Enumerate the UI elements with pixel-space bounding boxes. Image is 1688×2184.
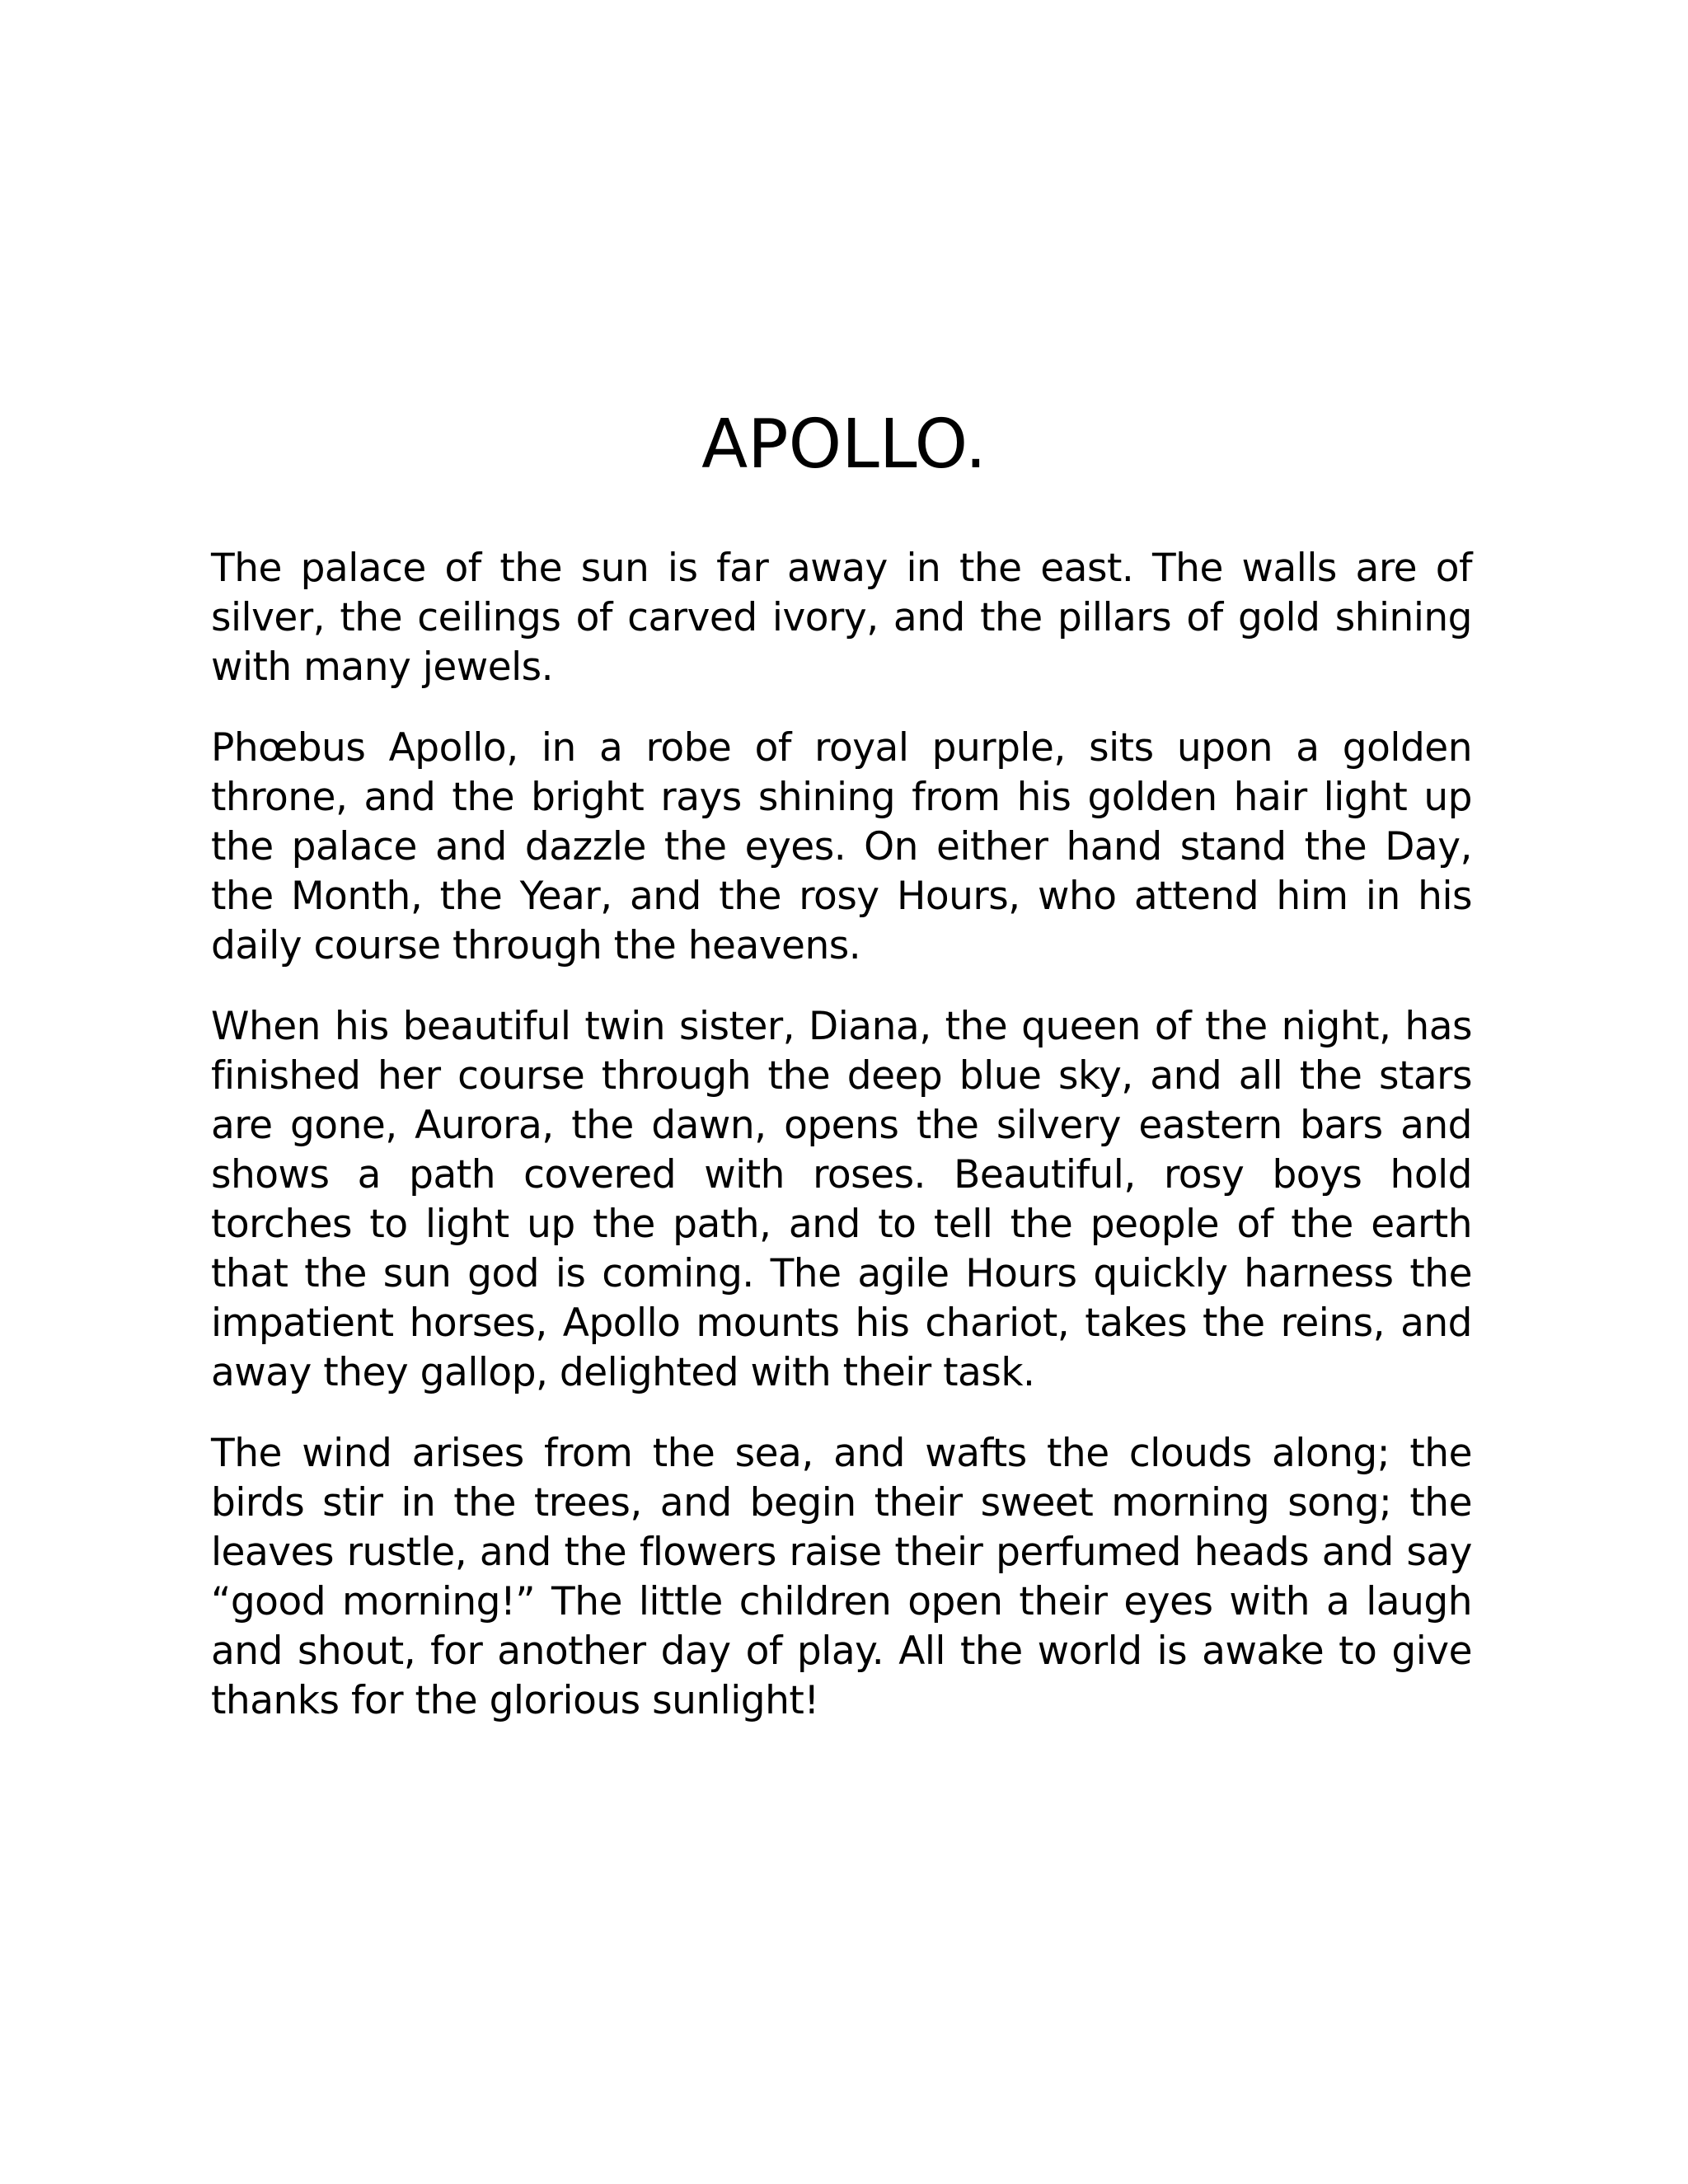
paragraph-2: Phœbus Apollo, in a robe of royal purple, sits upon a golden throne, and the bright rays shining from his golden hair light up the palace and dazzle the eyes. On either hand stand the Day, the Month, the Year, and the rosy Hours, who attend him in his daily course through the heavens. (211, 725, 1472, 968)
page-title: APOLLO. (701, 405, 987, 484)
paragraph-1: The palace of the sun is far away in the east. The walls are of silver, the ceilings of carved ivory, and the pillars of gold shining with many jewels. (211, 546, 1472, 690)
body-text (211, 544, 1472, 1757)
paragraph-4: The wind arises from the sea, and wafts the clouds along; the birds stir in the trees, and begin their sweet morning song; the leaves rustle, and the flowers raise their perfumed heads and say “good morning!” The little children open their eyes with a laugh and shout, for another day of play. All the world is awake to give thanks for the glorious sunlight! (211, 1431, 1472, 1723)
paragraph-3: When his beautiful twin sister, Diana, the queen of the night, has finished her course through the deep blue sky, and all the stars are gone, Aurora, the dawn, opens the silvery eastern bars and shows a path covered with roses. Beautiful, rosy boys hold torches to light up the path, and to tell the people of the earth that the sun god is coming. The agile Hours quickly harness the impatient horses, Apollo mounts his chariot, takes the reins, and away they gallop, delighted with their task. (211, 1004, 1472, 1395)
